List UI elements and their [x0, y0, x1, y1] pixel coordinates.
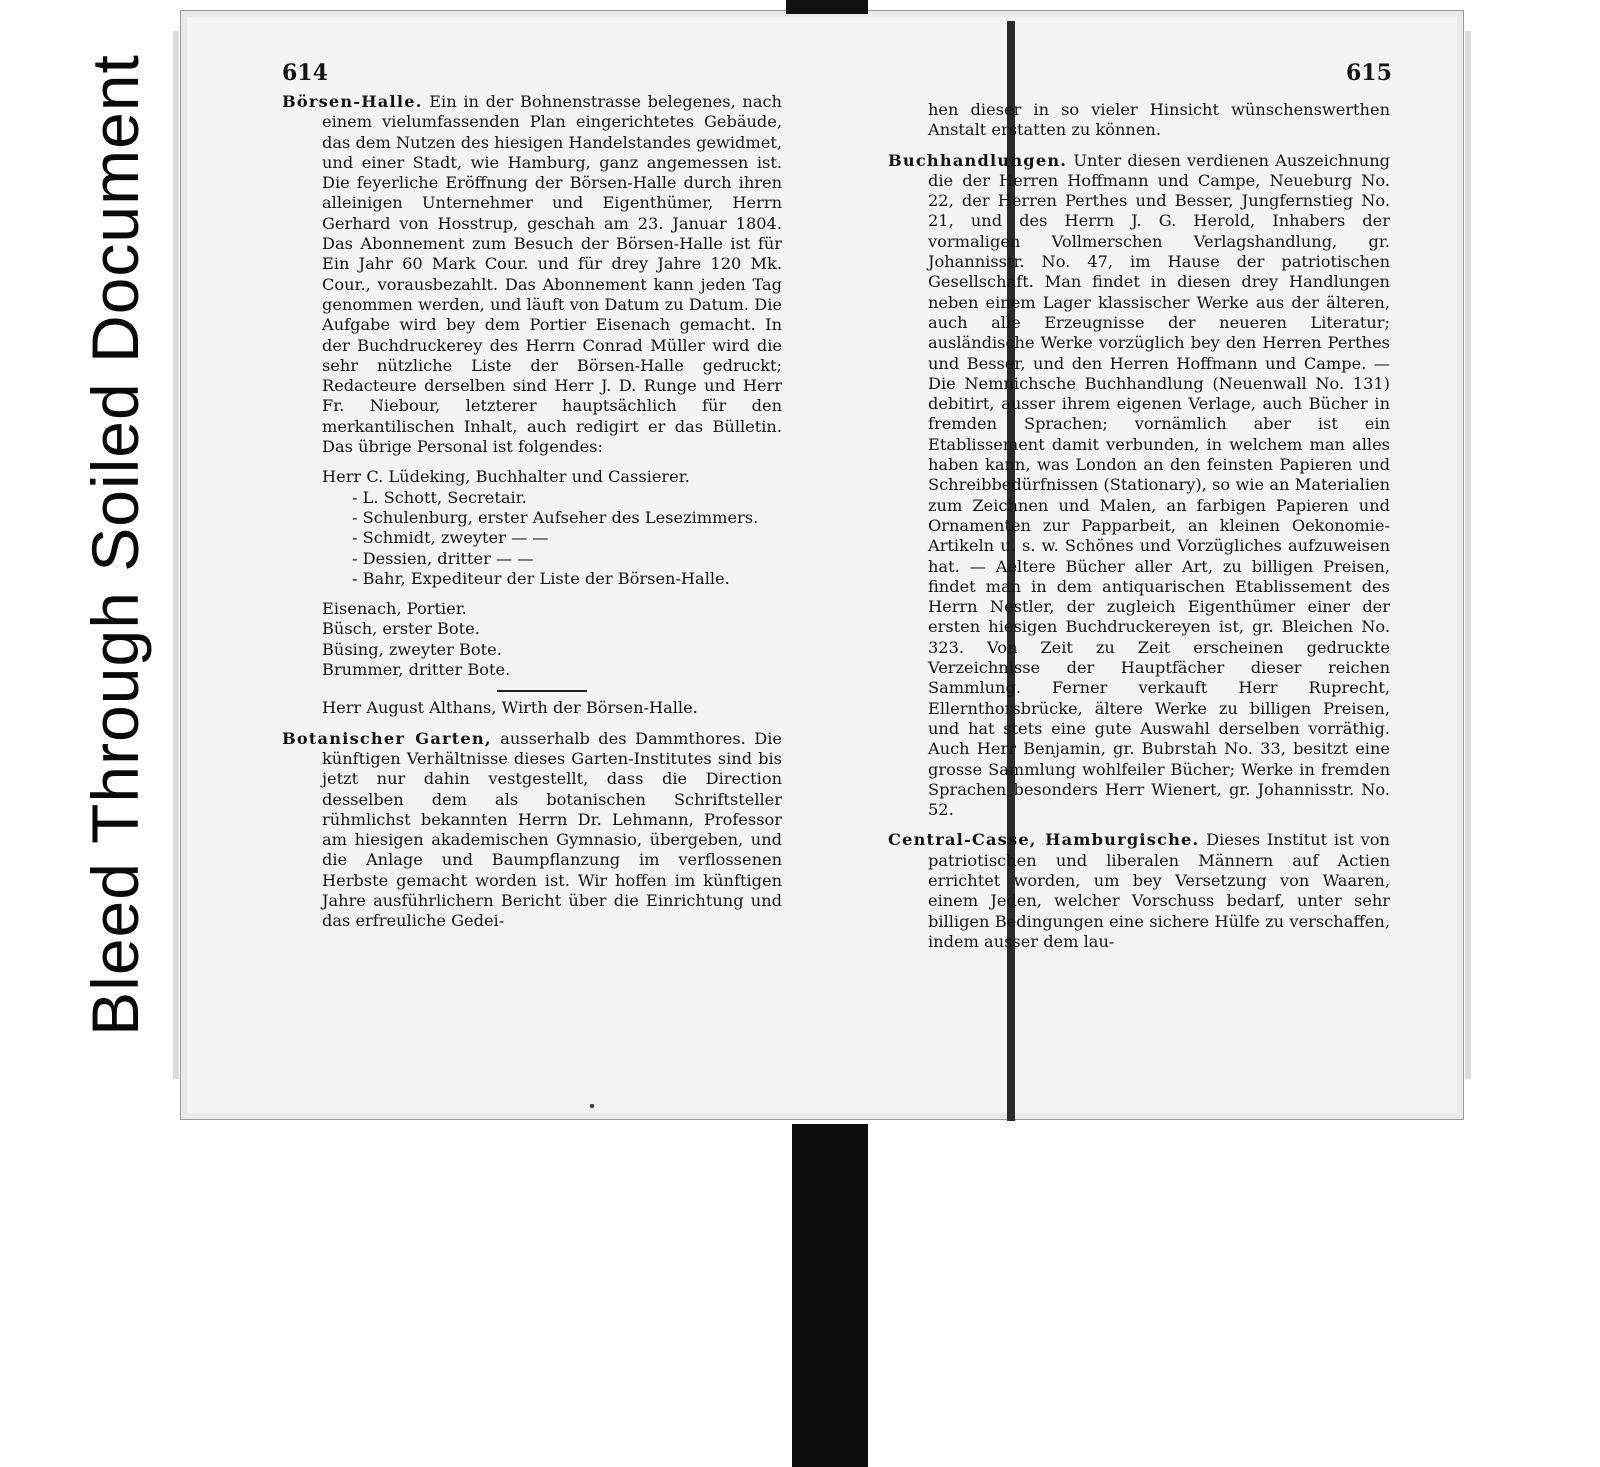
entry-boersen-halle	[282, 92, 782, 457]
entry-heading: Central-Casse, Hamburgische.	[888, 830, 1200, 850]
porter-line: Brummer, dritter Bote.	[322, 660, 511, 680]
host-text: Herr August Althans, Wirth der Börsen-Halle.	[322, 698, 698, 718]
staff-line: Herr C. Lüdeking, Buchhalter und Cassierer.	[322, 467, 690, 487]
right-page	[888, 100, 1390, 962]
left-page	[282, 92, 782, 942]
entry-buchhandlungen	[888, 151, 1390, 821]
entry-text: Unter diesen verdienen Auszeichnung die der Herren Hoffmann und Campe, Neueburg No. 22, der Herren Perthes und Besser, Jungfernstieg No. 21, und des Herrn J. G. Herold, Inhabers der vormaligen Vollmerschen Verlagshandlung, gr. Johannisstr. No. 47, im Hause der patriotischen Gesellschaft. Man findet in diesen drey Handlungen neben einem Lager klassischer Werke aus der älteren, auch alle Erzeugnisse der neueren Literatur; ausländische Werke vorzüglich bey den Herren Perthes und Besser, und den Herren Hoffmann und Campe. — Die Nemnichsche Buchhandlung (Neuenwall No. 131) debitirt, ausser ihrem eigenen Verlage, auch Bücher in fremden Sprachen; vornämlich aber ist ein Etablissement damit verbunden, in welchem man alles haben kann, was London an den feinsten Papieren und Schreibbedürfnissen (Stationary), so wie an Materialien zum Zeichnen und Malen, an farbigen Papieren und Ornamenten zur Papparbeit, an kleinen Oekonomie-Artikeln u. s. w. Schönes und Vorzügliches aufzuweisen hat. — Aeltere Bücher aller Art, zu billigen Preisen, findet man in dem antiquarischen Etablissement des Herrn Nestler, der zugleich Eigenthümer einer der ersten hiesigen Buchdruckereyen ist, gr. Bleichen No. 323. Von Zeit zu Zeit erscheinen gedruckte Verzeichnisse der Hauptfächer dieser reichen Sammlung. Ferner verkauft Herr Ruprecht, Ellernthorsbrücke, ältere Werke zu billigen Preisen, und hat stets eine gute Auswahl derselben vorräthig. Auch Herr Benjamin, gr. Bubrstah No. 33, besitzt eine grosse Sammlung wohlfeiler Bücher; Werke in fremden Sprachen besonders Herr Wienert, gr. Johannisstr. No. 52.	[928, 150, 1390, 820]
right-leaf-edge	[1465, 31, 1471, 1079]
entry-text: ausserhalb des Dammthores. Die künftigen Verhältnisse dieses Garten-Institutes sind bis jetzt nur dahin vestgestellt, dass die Direction desselben dem als botanischen Schriftsteller rühmlichst bekannten Herrn Dr. Lehmann, Professor am hiesigen akademischen Gymnasio, übergeben, und die Anlage und Baumpflanzung im verflossenen Herbste gemacht worden ist. Wir hoffen im künftigen Jahre ausführlichern Bericht über die Einrichtung und das erfreuliche Gedei-	[322, 728, 782, 931]
staff-line: - Bahr, Expediteur der Liste der Börsen-Halle.	[352, 568, 730, 588]
page-number-left: 614	[282, 60, 328, 86]
spine-top-strip	[786, 0, 868, 14]
separator-rule	[497, 690, 587, 692]
porter-line: Eisenach, Portier.	[322, 599, 467, 619]
entry-continuation	[888, 100, 1390, 141]
porter-line: Büsing, zweyter Bote.	[322, 639, 502, 659]
stamp-label: Bleed Through Soiled Document	[78, 54, 152, 1036]
entry-text: Dieses Institut ist von patriotischen und liberalen Männern auf Actien errichtet worden, um bey Versetzung von Waaren, einem Jeden, welcher Vorschuss bedarf, unter sehr billigen Bedingungen eine sichere Hülfe zu verschaffen, indem ausser dem lau-	[928, 830, 1390, 951]
entry-text: hen dieser in so vieler Hinsicht wünschenswerthen Anstalt erstatten zu können.	[928, 100, 1390, 140]
staff-list	[322, 467, 782, 589]
page-number-right: 615	[1346, 60, 1392, 86]
staff-line: - Schulenburg, erster Aufseher des Lesezimmers.	[352, 507, 759, 527]
entry-botanischer-garten	[282, 729, 782, 932]
porter-line: Büsch, erster Bote.	[322, 619, 480, 639]
entry-heading: Botanischer Garten,	[282, 728, 492, 748]
entry-heading: Buchhandlungen.	[888, 150, 1068, 170]
entry-text: Ein in der Bohnenstrasse belegenes, nach einem vielumfassenden Plan eingerichtetes Gebäude, das dem Nutzen des hiesigen Handelstandes gewidmet, und einer Stadt, wie Hamburg, ganz angemessen ist. Die feyerliche Eröffnung der Börsen-Halle durch ihren alleinigen Unternehmer und Eigenthümer, Herrn Gerhard von Hosstrup, geschah am 23. Januar 1804. Das Abonnement zum Besuch der Börsen-Halle ist für Ein Jahr 60 Mark Cour. und für drey Jahre 120 Mk. Cour., vorausbezahlt. Das Abonnement kann jeden Tag genommen werden, und läuft von Datum zu Datum. Die Aufgabe wird bey dem Portier Eisenach gemacht. In der Buchdruckerey des Herrn Conrad Müller wird die sehr nützliche Liste der Börsen-Halle gedruckt; Redacteure derselben sind Herr J. D. Runge und Herr Fr. Niebour, letzterer hauptsächlich für den merkantilischen Inhalt, auch redigirt er das Bülletin. Das übrige Personal ist folgendes:	[322, 92, 782, 457]
entry-central-casse	[888, 830, 1390, 952]
spine-bottom-strip	[792, 1124, 868, 1467]
entry-heading: Börsen-Halle.	[282, 92, 423, 111]
staff-line: - L. Schott, Secretair.	[352, 487, 527, 507]
left-leaf-edge	[173, 31, 179, 1079]
host-line	[322, 698, 782, 718]
porter-list	[322, 599, 782, 680]
staff-line: - Dessien, dritter — —	[352, 548, 534, 568]
page-speck	[590, 1104, 594, 1108]
staff-line: - Schmidt, zweyter — —	[352, 528, 549, 548]
document-stamp	[60, 40, 170, 1050]
